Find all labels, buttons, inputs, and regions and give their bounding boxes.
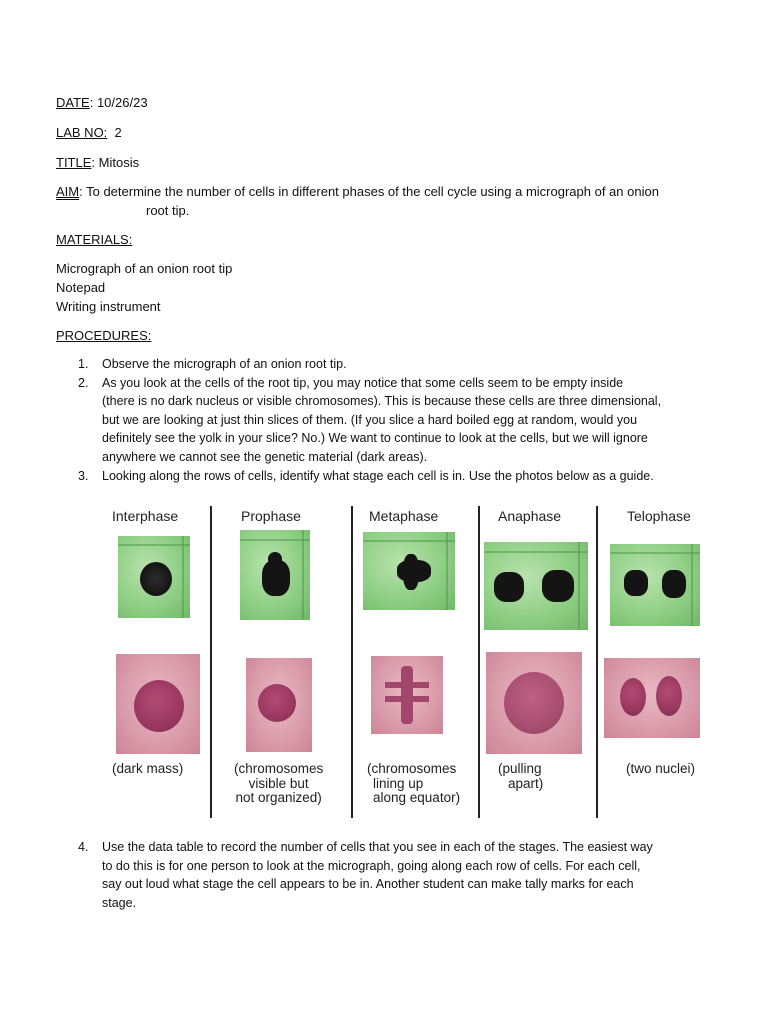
chromosomes xyxy=(401,666,413,724)
column-divider xyxy=(210,506,212,818)
procedure-step xyxy=(78,838,653,912)
materials-item: Writing instrument xyxy=(56,299,161,314)
prophase-green-micrograph xyxy=(240,530,310,620)
telophase-pink-micrograph xyxy=(604,658,700,738)
nucleus xyxy=(134,680,184,732)
step-text: to do this is for one person to look at the micrograph, going along each row of cells. For each cell, xyxy=(102,858,641,873)
caption-line: (two nuclei) xyxy=(626,761,696,776)
interphase-green-micrograph xyxy=(118,536,190,618)
chromosomes xyxy=(268,552,282,566)
lab-number-label: LAB NO: xyxy=(56,125,108,140)
step-number: 2. xyxy=(78,375,89,390)
step-number: 3. xyxy=(78,468,89,483)
step-text: stage. xyxy=(102,895,137,910)
procedure-step xyxy=(78,467,661,486)
step-number: 1. xyxy=(78,357,89,371)
date-line xyxy=(56,94,148,112)
caption-line: (pulling xyxy=(498,761,542,776)
chromosomes xyxy=(494,572,524,602)
materials-item: Micrograph of an onion root tip xyxy=(56,261,233,276)
phase-caption xyxy=(367,762,460,806)
procedure-list-top xyxy=(78,355,661,485)
materials-heading: MATERIALS: xyxy=(56,232,133,247)
interphase-pink-micrograph xyxy=(116,654,200,754)
telophase-green-micrograph xyxy=(610,544,700,626)
caption-line: (chromosomes xyxy=(234,761,324,776)
title-value: : Mitosis xyxy=(91,155,140,170)
procedure-step xyxy=(78,355,661,374)
metaphase-pink-micrograph xyxy=(371,656,443,734)
lab-number-value: 2 xyxy=(114,125,122,140)
nucleus xyxy=(662,570,686,598)
step-number: 4. xyxy=(78,840,89,854)
aim-line xyxy=(56,183,659,201)
chromosomes xyxy=(385,682,429,688)
caption-line: not organized) xyxy=(235,790,322,805)
chromosomes xyxy=(385,696,429,702)
lab-number-line xyxy=(56,124,122,142)
phase-caption xyxy=(626,762,695,777)
step-text: (there is no dark nucleus or visible chromosomes). This is because these cells are three dimensional, xyxy=(102,394,662,409)
prophase-pink-micrograph xyxy=(246,658,312,752)
nucleus xyxy=(140,562,172,596)
step-text: Observe the micrograph of an onion root tip. xyxy=(102,357,347,371)
phase-caption xyxy=(112,762,183,777)
nucleus xyxy=(258,684,296,722)
nucleus xyxy=(620,678,646,716)
column-divider xyxy=(351,506,353,818)
mitosis-phases-figure xyxy=(106,500,710,822)
phase-caption xyxy=(234,762,323,806)
step-text: definitely see the yolk in your slice? No.) We want to continue to look at the cells, but we will ignore xyxy=(102,431,648,446)
anaphase-green-micrograph xyxy=(484,542,588,630)
title-line xyxy=(56,154,139,172)
phase-label: Anaphase xyxy=(498,508,562,524)
step-text: As you look at the cells of the root tip, you may notice that some cells seem to be empty inside xyxy=(102,375,624,390)
caption-line: apart) xyxy=(508,775,544,791)
title-label: TITLE xyxy=(56,155,92,170)
column-divider xyxy=(596,506,598,818)
chromosomes xyxy=(504,672,564,734)
aim-label: AIM xyxy=(56,184,80,199)
phase-label: Prophase xyxy=(241,508,301,524)
step-text: Use the data table to record the number of cells that you see in each of the stages. The easiest way xyxy=(102,840,653,854)
step-text: say out loud what stage the cell appears to be in. Another student can make tally marks for each xyxy=(102,877,634,892)
step-text: anywhere we cannot see the genetic material (dark areas). xyxy=(102,449,428,464)
caption-line: visible but xyxy=(248,775,309,791)
caption-line: along equator) xyxy=(373,790,461,805)
caption-line: lining up xyxy=(373,775,424,791)
chromosomes xyxy=(403,554,419,590)
anaphase-pink-micrograph xyxy=(486,652,582,754)
step-text: Looking along the rows of cells, identify what stage each cell is in. Use the photos below as a guide. xyxy=(102,468,654,483)
aim-text: : To determine the number of cells in different phases of the cell cycle using a micrograph of an onion xyxy=(79,184,659,199)
caption-line: (dark mass) xyxy=(112,761,184,776)
aim-text-continued: root tip. xyxy=(146,203,190,218)
date-value: : 10/26/23 xyxy=(89,95,148,110)
phase-caption xyxy=(498,762,543,791)
nucleus xyxy=(624,570,648,596)
nucleus xyxy=(656,676,682,716)
phase-label: Telophase xyxy=(627,508,691,524)
phase-label: Interphase xyxy=(112,508,179,524)
phase-label: Metaphase xyxy=(369,508,439,524)
procedures-heading: PROCEDURES: xyxy=(56,328,152,343)
date-label: DATE xyxy=(56,95,90,110)
procedure-step xyxy=(78,374,661,467)
chromosomes xyxy=(542,570,574,602)
column-divider xyxy=(478,506,480,818)
materials-item: Notepad xyxy=(56,280,106,295)
caption-line: (chromosomes xyxy=(367,761,457,776)
step-text: but we are looking at just thin slices of them. (If you slice a hard boiled egg at random, would you xyxy=(102,412,638,427)
metaphase-green-micrograph xyxy=(363,532,455,610)
procedure-list-bottom xyxy=(78,838,653,912)
